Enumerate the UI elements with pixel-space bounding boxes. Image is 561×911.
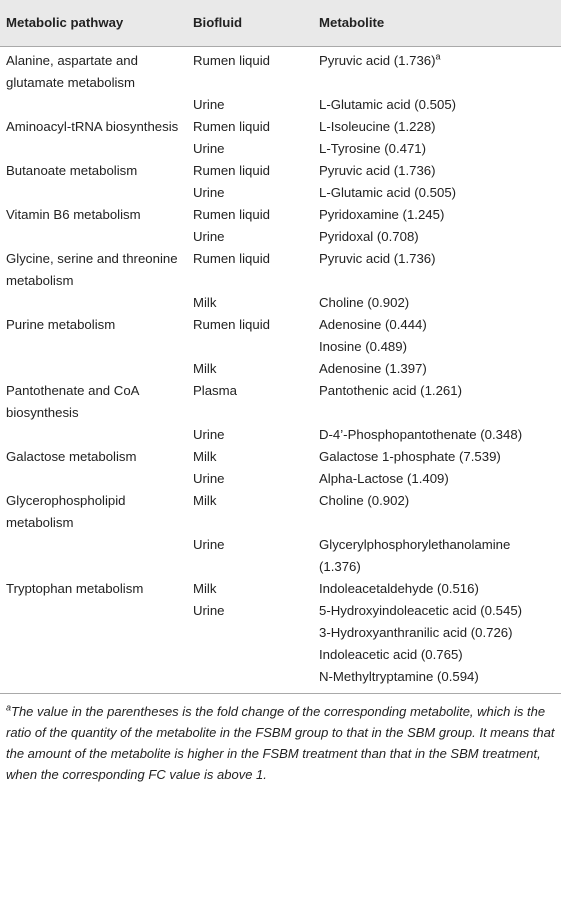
table-row [0,182,561,204]
cell-biofluid [193,644,319,666]
cell-metabolite-text: 3-Hydroxyanthranilic acid (0.726) [319,625,513,640]
cell-pathway-text: Galactose metabolism [6,449,137,464]
cell-biofluid [193,380,319,424]
cell-biofluid [193,622,319,644]
cell-pathway [0,138,193,160]
cell-pathway [0,47,193,95]
cell-metabolite-text: Choline (0.902) [319,493,410,508]
cell-biofluid-text: Milk [193,581,217,596]
cell-metabolite [319,600,561,622]
cell-metabolite-text: Indoleacetaldehyde (0.516) [319,581,479,596]
cell-metabolite [319,666,561,694]
cell-metabolite [319,204,561,226]
cell-metabolite-text: Pyridoxal (0.708) [319,229,419,244]
cell-biofluid [193,446,319,468]
cell-pathway [0,468,193,490]
cell-metabolite [319,292,561,314]
cell-pathway-text: Butanoate metabolism [6,163,138,178]
cell-pathway [0,248,193,292]
cell-pathway [0,666,193,694]
footnote-marker: a [6,702,12,713]
cell-biofluid [193,468,319,490]
cell-metabolite [319,424,561,446]
cell-biofluid [193,578,319,600]
header-biofluid: Biofluid [193,0,319,47]
cell-pathway [0,622,193,644]
cell-metabolite-text: N-Methyltryptamine (0.594) [319,669,479,684]
cell-pathway [0,94,193,116]
table-row [0,380,561,424]
table-row [0,47,561,95]
table-row [0,644,561,666]
table-header [0,0,561,47]
cell-biofluid-text: Urine [193,141,225,156]
table-row [0,336,561,358]
cell-biofluid-text: Urine [193,97,225,112]
cell-pathway-text: Alanine, aspartate and glutamate metabolism [6,53,138,90]
cell-metabolite-text: Pantothenic acid (1.261) [319,383,462,398]
cell-biofluid-text: Milk [193,449,217,464]
cell-biofluid-text: Rumen liquid [193,119,270,134]
cell-biofluid-text: Urine [193,471,225,486]
cell-pathway [0,600,193,622]
cell-pathway-text: Vitamin B6 metabolism [6,207,141,222]
cell-metabolite [319,314,561,336]
cell-pathway-text: Tryptophan metabolism [6,581,144,596]
footnote-text: The value in the parentheses is the fold change of the corresponding metabolite, which is the ratio of the quantity of the metabolite in the FSBM group to that in the SBM group. It means that the amount of the metabolite is higher in the FSBM treatment than that in the SBM treatment, when the corresponding FC value is above 1. [6,704,555,782]
cell-metabolite-text: Pyruvic acid (1.736) [319,53,436,68]
cell-pathway-text: Aminoacyl-tRNA biosynthesis [6,119,179,134]
table-row [0,358,561,380]
table-row [0,314,561,336]
cell-metabolite-text: Pyridoxamine (1.245) [319,207,445,222]
cell-pathway [0,292,193,314]
cell-metabolite [319,336,561,358]
table-row [0,534,561,578]
cell-metabolite-text: Pyruvic acid (1.736) [319,251,436,266]
cell-biofluid-text: Milk [193,361,217,376]
header-metabolite: Metabolite [319,0,561,47]
cell-biofluid-text: Rumen liquid [193,251,270,266]
cell-pathway [0,160,193,182]
cell-pathway-text: Purine metabolism [6,317,116,332]
cell-metabolite [319,226,561,248]
header-row [0,0,561,47]
cell-biofluid-text: Milk [193,295,217,310]
cell-biofluid-text: Milk [193,493,217,508]
cell-metabolite-text: 5-Hydroxyindoleacetic acid (0.545) [319,603,523,618]
cell-metabolite [319,446,561,468]
header-metabolic-pathway: Metabolic pathway [0,0,193,47]
table-row [0,446,561,468]
cell-metabolite [319,380,561,424]
cell-pathway-text: Glycerophospholipid metabolism [6,493,126,530]
table-row [0,204,561,226]
table-body [0,47,561,694]
cell-metabolite-text: L-Glutamic acid (0.505) [319,185,457,200]
cell-pathway [0,446,193,468]
cell-metabolite-text: L-Glutamic acid (0.505) [319,97,457,112]
cell-biofluid [193,600,319,622]
cell-pathway [0,424,193,446]
cell-metabolite-text: Alpha-Lactose (1.409) [319,471,449,486]
cell-biofluid-text: Urine [193,603,225,618]
table-row [0,138,561,160]
cell-biofluid-text: Urine [193,537,225,552]
cell-biofluid-text: Rumen liquid [193,163,270,178]
table-row [0,424,561,446]
cell-pathway [0,314,193,336]
cell-biofluid-text: Rumen liquid [193,317,270,332]
cell-pathway [0,644,193,666]
cell-biofluid [193,226,319,248]
cell-metabolite [319,622,561,644]
table-row [0,292,561,314]
table-row [0,160,561,182]
cell-pathway [0,226,193,248]
table-row [0,622,561,644]
table-row [0,490,561,534]
cell-biofluid [193,160,319,182]
cell-metabolite-text: Adenosine (1.397) [319,361,427,376]
cell-metabolite [319,578,561,600]
table-row [0,600,561,622]
cell-metabolite-text: Adenosine (0.444) [319,317,427,332]
cell-biofluid [193,358,319,380]
cell-metabolite-text: Glycerylphosphorylethanolamine (1.376) [319,537,511,574]
table-row [0,226,561,248]
cell-biofluid [193,666,319,694]
table-row [0,666,561,694]
cell-metabolite [319,160,561,182]
cell-metabolite-text: Choline (0.902) [319,295,410,310]
cell-biofluid [193,204,319,226]
table-row [0,94,561,116]
cell-pathway [0,380,193,424]
cell-biofluid-text: Urine [193,427,225,442]
cell-pathway-text: Glycine, serine and threonine metabolism [6,251,178,288]
cell-pathway [0,182,193,204]
cell-biofluid [193,314,319,336]
cell-pathway [0,490,193,534]
table-row [0,468,561,490]
cell-biofluid [193,138,319,160]
cell-biofluid [193,490,319,534]
cell-metabolite [319,138,561,160]
cell-biofluid [193,47,319,95]
cell-pathway [0,204,193,226]
cell-biofluid-text: Plasma [193,383,237,398]
cell-metabolite-text: D-4’-Phosphopantothenate (0.348) [319,427,523,442]
cell-metabolite-text: Galactose 1-phosphate (7.539) [319,449,501,464]
table-footnote [0,694,561,785]
cell-metabolite-text: Pyruvic acid (1.736) [319,163,436,178]
cell-metabolite-text: Inosine (0.489) [319,339,407,354]
cell-biofluid [193,292,319,314]
table-row [0,578,561,600]
cell-biofluid [193,248,319,292]
cell-metabolite [319,248,561,292]
cell-metabolite [319,116,561,138]
cell-metabolite [319,358,561,380]
cell-pathway [0,578,193,600]
table-row [0,116,561,138]
cell-pathway [0,336,193,358]
cell-biofluid [193,94,319,116]
footnote-reference: a [435,51,441,62]
cell-metabolite [319,534,561,578]
cell-biofluid [193,116,319,138]
cell-metabolite [319,490,561,534]
cell-biofluid-text: Urine [193,185,225,200]
cell-metabolite [319,468,561,490]
cell-pathway [0,358,193,380]
cell-metabolite-text: L-Tyrosine (0.471) [319,141,427,156]
cell-metabolite-text: L-Isoleucine (1.228) [319,119,436,134]
cell-metabolite [319,47,561,95]
cell-pathway [0,534,193,578]
cell-biofluid-text: Rumen liquid [193,53,270,68]
cell-metabolite [319,182,561,204]
cell-metabolite [319,644,561,666]
cell-biofluid [193,182,319,204]
cell-biofluid-text: Urine [193,229,225,244]
cell-pathway-text: Pantothenate and CoA biosynthesis [6,383,139,420]
cell-biofluid [193,424,319,446]
cell-biofluid-text: Rumen liquid [193,207,270,222]
cell-pathway [0,116,193,138]
cell-biofluid [193,534,319,578]
table-row [0,248,561,292]
cell-biofluid [193,336,319,358]
cell-metabolite-text: Indoleacetic acid (0.765) [319,647,463,662]
cell-metabolite [319,94,561,116]
